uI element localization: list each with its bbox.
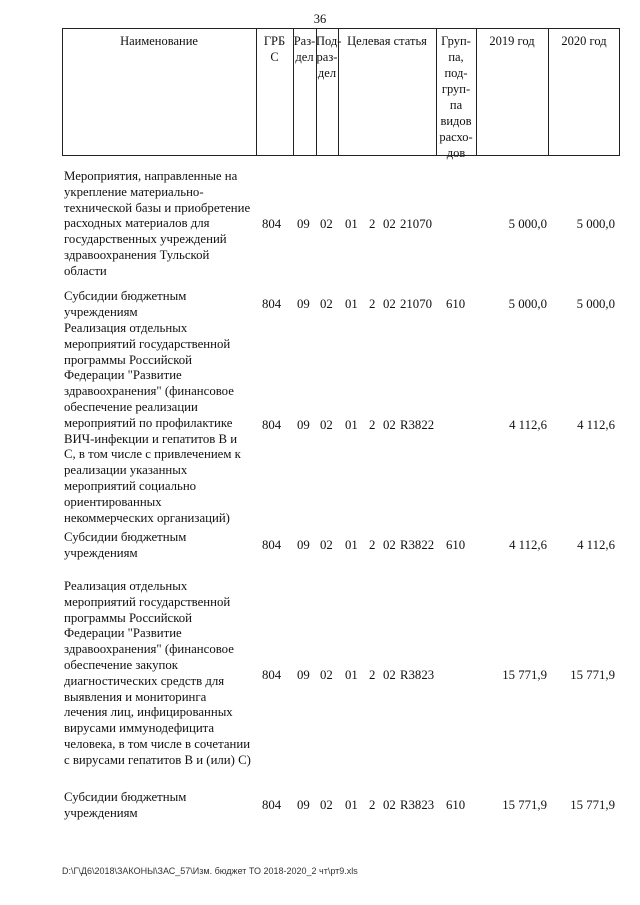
row-podrazdel: 02: [320, 798, 333, 812]
row-2019: 4 112,6: [509, 538, 547, 552]
row-2020: 5 000,0: [576, 297, 615, 311]
row-target-4: 21070: [400, 297, 432, 311]
row-target-4: R3823: [400, 798, 435, 812]
row-target-4: 21070: [400, 217, 432, 231]
row-2020: 15 771,9: [570, 668, 615, 682]
row-target-3: 02: [383, 538, 396, 552]
row-razdel: 09: [297, 538, 310, 552]
header-2019: 2019 год: [489, 34, 535, 48]
row-name: Субсидии бюджетным учреждениям: [64, 530, 187, 560]
row-target-3: 02: [383, 418, 396, 432]
row-group: 610: [446, 297, 466, 311]
row-target-1: 01: [345, 668, 358, 682]
row-podrazdel: 02: [320, 217, 333, 231]
row-target-4: R3822: [400, 538, 435, 552]
row-2019: 4 112,6: [509, 418, 547, 432]
row-razdel: 09: [297, 217, 310, 231]
row-2020: 15 771,9: [570, 798, 615, 812]
row-2019: 5 000,0: [508, 297, 547, 311]
row-grbs: 804: [262, 538, 282, 552]
header-target: Целевая статья: [347, 34, 427, 48]
row-podrazdel: 02: [320, 538, 333, 552]
row-grbs: 804: [262, 297, 282, 311]
header-grbs: ГРБ С: [263, 34, 286, 64]
page-number: 36: [313, 12, 327, 26]
file-path-footer: D:\Г\Д6\2018\ЗАКОНЫ\ЗАС_57\Изм. бюджет ТО 2018-2020_2 чт\рт9.xls: [62, 866, 358, 876]
row-razdel: 09: [297, 668, 310, 682]
row-2020: 5 000,0: [576, 217, 615, 231]
row-target-1: 01: [345, 418, 358, 432]
row-target-2: 2: [369, 798, 376, 812]
row-target-3: 02: [383, 798, 396, 812]
row-2019: 5 000,0: [508, 217, 547, 231]
row-grbs: 804: [262, 668, 282, 682]
row-target-2: 2: [369, 217, 376, 231]
row-2020: 4 112,6: [577, 538, 615, 552]
row-2019: 15 771,9: [502, 798, 547, 812]
row-target-3: 02: [383, 217, 396, 231]
row-target-2: 2: [369, 538, 376, 552]
row-target-4: R3823: [400, 668, 435, 682]
header-podrazdel: Под- раз- дел: [316, 34, 342, 80]
row-target-4: R3822: [400, 418, 435, 432]
row-razdel: 09: [297, 418, 310, 432]
header-razdel: Раз- дел: [293, 34, 316, 64]
row-group: 610: [446, 538, 466, 552]
row-target-1: 01: [345, 297, 358, 311]
header-2020: 2020 год: [561, 34, 607, 48]
row-target-3: 02: [383, 297, 396, 311]
row-grbs: 804: [262, 217, 282, 231]
row-name: Реализация отдельных мероприятий государственной программы Российской Федерации "Развитие здравоохранения" (финансовое обеспечение реализации мероприятий по профилактике ВИЧ-инфекции и гепатитов В и С, в том числе с привлечением к реализации указанных мероприятий социально ориентированных некоммерческих организаций): [64, 321, 241, 525]
row-podrazdel: 02: [320, 418, 333, 432]
row-name: Субсидии бюджетным учреждениям: [64, 289, 187, 319]
row-group: 610: [446, 798, 466, 812]
row-target-3: 02: [383, 668, 396, 682]
row-target-1: 01: [345, 538, 358, 552]
row-grbs: 804: [262, 798, 282, 812]
row-target-2: 2: [369, 297, 376, 311]
row-razdel: 09: [297, 297, 310, 311]
row-podrazdel: 02: [320, 668, 333, 682]
row-target-2: 2: [369, 668, 376, 682]
row-2020: 4 112,6: [577, 418, 615, 432]
row-grbs: 804: [262, 418, 282, 432]
row-2019: 15 771,9: [502, 668, 547, 682]
row-target-1: 01: [345, 798, 358, 812]
row-name: Реализация отдельных мероприятий государственной программы Российской Федерации "Развитие здравоохранения" (финансовое обеспечение закупок диагностических средств для выявления и мониторинга лечения лиц, инфицированных вирусами иммунодефицита человека, в том числе в сочетании с вирусами гепатитов В и (или) С): [64, 579, 251, 767]
header-name: Наименование: [120, 34, 198, 48]
row-razdel: 09: [297, 798, 310, 812]
row-name: Мероприятия, направленные на укрепление материально- технической базы и приобретение расходных материалов для государственных учреждений здравоохранения Тульской области: [64, 169, 251, 278]
header-group: Груп- па, под- груп- па видов расхо- дов: [439, 34, 473, 160]
row-name: Субсидии бюджетным учреждениям: [64, 790, 187, 820]
row-podrazdel: 02: [320, 297, 333, 311]
row-target-1: 01: [345, 217, 358, 231]
row-target-2: 2: [369, 418, 376, 432]
